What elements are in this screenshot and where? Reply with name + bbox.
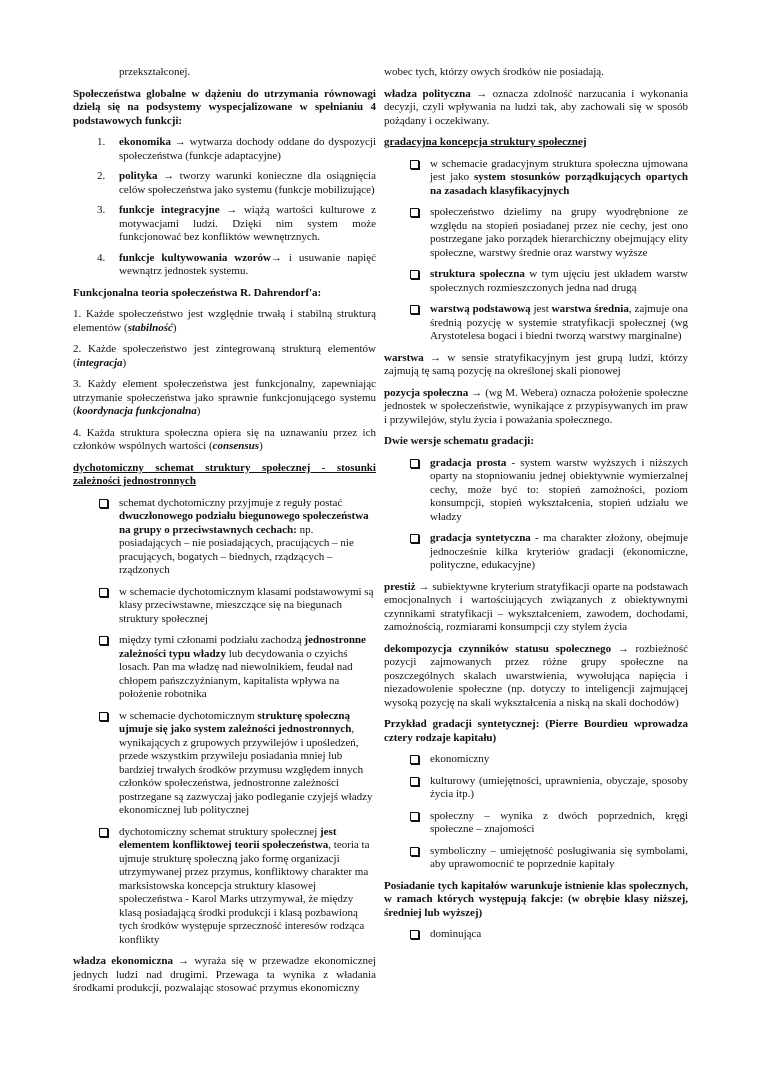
square-bullet-icon [410, 777, 419, 786]
square-bullet-icon [410, 755, 419, 764]
intro-tail: przekształconej. [119, 66, 191, 78]
square-bullet-icon [99, 636, 108, 645]
economic-power-paragraph: władza ekonomiczna → wyraża się w przewadze ekonomicznej jednych ludzi nad drugimi. Przewaga ta wynika z władania środkami produkcji, pozwalając stosować przymus ekonomiczny [73, 955, 376, 994]
versions-list [384, 457, 688, 573]
square-bullet-icon [410, 847, 419, 856]
list-item: kulturowy (umiejętności, uprawnienia, obyczaje, sposoby życia itp.) [384, 775, 688, 802]
list-item: w schemacie dychotomicznym klasami podstawowymi są klasy przeciwstawne, mieszczące się na biegunach struktury społecznej [73, 586, 376, 627]
square-bullet-icon [99, 588, 108, 597]
global-societies-title: Społeczeństwa globalne w dążeniu do utrzymania równowagi dzielą się na podsystemy wyspecjalizowane w spełnianiu 4 podstawowych funkcji: [73, 87, 376, 127]
layer-definition: warstwa → w sensie stratyfikacyjnym jest grupą ludzi, którzy zajmują tę samą pozycję na określonej skali pionowej [384, 351, 688, 377]
list-item: 3. funkcje integracyjne → wiążą wartości kulturowe z motywacjami ludzi. Dzięki nim system może funkcjonować bez konfliktów wewnętrznych. [97, 204, 376, 243]
gradation-heading: gradacyjna koncepcja struktury społecznej [384, 136, 587, 148]
dahrendorf-point: 2. Każde społeczeństwo jest zintegrowaną strukturą elementów (integracja) [73, 343, 376, 369]
square-bullet-icon [410, 459, 419, 468]
dichotomic-heading: dychotomiczny schemat struktury społecznej - stosunki zależności jednostronnych [73, 461, 376, 487]
list-item: dychotomiczny schemat struktury społecznej jest elementem konfliktowej teorii społeczeństwa, teoria ta ujmuje strukturę społeczną jako formę organizacji utrzymywanej przez przymus, konfliktowy charakter ma marksistowska koncepcja struktury klasowej społeczeństwa - Karol Marks utrzymywał, że między klasą posiadającą środki produkcji i klasą pozbawioną tych środków występuje sprzeczność interesów rodząca konflikty [73, 826, 376, 948]
square-bullet-icon [410, 208, 419, 217]
square-bullet-icon [410, 812, 419, 821]
list-item: 2. polityka → tworzy warunki konieczne dla osiągnięcia celów społeczeństwa jako systemu (funkcje mobilizujące) [97, 170, 376, 196]
functions-list [73, 136, 376, 279]
prestige-definition: prestiż → subiektywne kryterium stratyfikacji oparte na podstawach emocjonalnych i wartościujących związanych z obiektywnymi czynnikami stratyfikacji – wykształceniem, zawodem, dochodami, zamożnością, rozmiarami konsumpcji czy stylem życia [384, 580, 688, 633]
political-power-paragraph: władza polityczna → oznacza zdolność narzucania i wykonania decyzji, czyli wpływania na ludzi tak, aby zachowali się w sposób pożądany i oczekiwany. [384, 87, 689, 127]
square-bullet-icon [410, 930, 419, 939]
dichotomic-list [73, 497, 376, 948]
list-item: w schemacie gradacyjnym struktura społeczna ujmowana jest jako system stosunków porządkujących opartych na zasadach klasyfikacyjnych [384, 158, 688, 199]
social-position-definition: pozycja społeczna → (wg M. Webera) oznacza położenie społeczne jednostek w społeczeństwie, wynikające z przypisywanych im praw i przywilejów, stylu życia i poważania społecznego. [384, 386, 689, 426]
list-item: gradacja syntetyczna - ma charakter złożony, obejmuje jednocześnie kilka kryteriów gradacji (ekonomiczne, polityczne, edukacyjne) [384, 532, 688, 573]
list-item: między tymi członami podziału zachodzą jednostronne zależności typu władzy lub decydowania o czyichś losach. Pan ma władzę nad niewolnikiem, feudał nad chłopem pańszczyźnianym, kapitalista wpływa na położenie robotnika [73, 634, 376, 702]
two-versions-title: Dwie wersje schematu gradacji: [384, 435, 534, 447]
dahrendorf-point: 3. Każdy element społeczeństwa jest funkcjonalny, zapewniając utrzymanie społeczeństwa jako sprawnie funkcjonującego systemu (koordynacja funkcjonalna) [73, 378, 376, 417]
bourdieu-title: Przykład gradacji syntetycznej: (Pierre Bourdieu wprowadza cztery rodzaje kapitału) [384, 718, 688, 744]
list-item: schemat dychotomiczny przyjmuje z reguły postać dwuczłonowego podziału biegunowego społeczeństwa na grupy o przeciwstawnych cechach: np. posiadających – nie posiadających, pracujących – nie pracujących, bogatych – biednych, rządzących – rządzonych [73, 497, 376, 578]
dahrendorf-point: 1. Każde społeczeństwo jest względnie trwałą i stabilną strukturą elementów (stabilność) [73, 308, 376, 334]
list-item: społeczny – wynika z dwóch poprzednich, kręgi społeczne – znajomości [384, 810, 688, 837]
list-item: warstwą podstawową jest warstwa średnia, zajmuje ona średnią pozycję w systemie stratyfikacji społecznej (wg Arystotelesa bogaci i biedni tworzą warstwy marginalne) [384, 303, 688, 344]
dahrendorf-title: Funkcjonalna teoria społeczeństwa R. Dahrendorf'a: [73, 286, 322, 299]
list-item: gradacja prosta - system warstw wyższych i niższych oparty na stopniowaniu jednej obiektywnie wymierzalnej cechy, może być to: stopień zamożności, poziom konsumpcji, stopień wykształcenia, stopień udziału we władzy [384, 457, 688, 525]
square-bullet-icon [99, 828, 108, 837]
square-bullet-icon [99, 499, 108, 508]
list-item: w schemacie dychotomicznym strukturę społeczną ujmuje się jako system zależności jednostronnych, wynikających z grupowych przywilejów i upośledzeń, przede wszystkim przywileju posiadania mniej lub bardziej trwałych środków przymusu względem innych członków społeczeństwa, jednostronne zależności postrzegane są zazwyczaj jako podleganie czyjejś władzy ekonomicznej lub politycznej [73, 710, 376, 818]
list-item: 1. ekonomika → wytwarza dochody oddane do dyspozycji społeczeństwa (funkcje adaptacyjne) [97, 136, 376, 162]
square-bullet-icon [410, 160, 419, 169]
square-bullet-icon [410, 305, 419, 314]
list-item: struktura społeczna w tym ujęciu jest układem warstw społecznych rozmieszczonych jedna nad drugą [384, 268, 688, 295]
capitals-list [384, 753, 688, 872]
continuation-text: wobec tych, którzy owych środków nie posiadają. [384, 66, 604, 78]
right-column [384, 66, 688, 950]
list-item: dominująca [384, 928, 688, 942]
square-bullet-icon [410, 534, 419, 543]
factions-list [384, 928, 688, 942]
list-item: symboliczny – umiejętność posługiwania się symbolami, aby uprawomocnić te poprzednie kapitały [384, 845, 688, 872]
decomposition-definition: dekompozycja czynników statusu społecznego → rozbieżność pozycji zajmowanych przez różne grupy społeczne na poszczególnych skalach uwarstwienia, wywołująca napięcia i niezadowolenie społeczne (np. dotyczy to inteligencji zajmującej wysoką pozycję na skali wykształcenia a niską na skali dochodów) [384, 642, 689, 709]
dahrendorf-point: 4. Każda struktura społeczna opiera się na uznawaniu przez ich członków wspólnych wartości (consensus) [73, 426, 376, 452]
list-item: społeczeństwo dzielimy na grupy wyodrębnione ze względu na stopień posiadanej przez nie cechy, jest ono postrzegane jako porządek hierarchiczny obejmujący elity społeczne, warstwy średnie oraz warstwy wyższe [384, 206, 688, 260]
square-bullet-icon [99, 712, 108, 721]
left-column [73, 66, 376, 1004]
list-item: 4. funkcje kultywowania wzorów→ i usuwanie napięć wewnątrz jednostek systemu. [97, 251, 376, 277]
square-bullet-icon [410, 270, 419, 279]
possession-title: Posiadanie tych kapitałów warunkuje istnienie klas społecznych, w ramach których występują fakcje: (w obrębie klasy niższej, średniej lub wyższej) [384, 879, 688, 919]
gradation-list [384, 158, 688, 344]
list-item: ekonomiczny [384, 753, 688, 767]
